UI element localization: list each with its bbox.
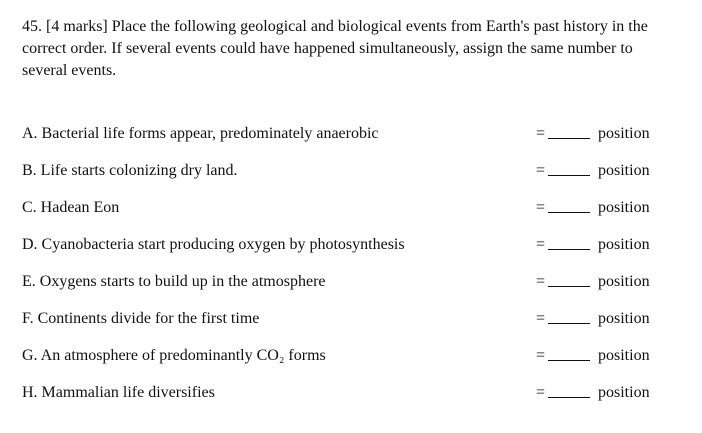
event-label: E. Oxygens starts to build up in the atmosphere [22,273,326,290]
event-label: F. Continents divide for the first time [22,310,260,327]
position-label: position [598,236,650,253]
event-label: C. Hadean Eon [22,199,120,216]
position-blank[interactable] [548,360,590,361]
event-row [22,160,672,182]
position-blank[interactable] [548,212,590,213]
equals-sign: = [536,273,546,290]
event-row [22,197,672,219]
position-blank[interactable] [548,138,590,139]
position-label: position [598,273,650,290]
event-row [22,123,672,145]
position-label: position [598,125,650,142]
position-label: position [598,199,650,216]
event-label: D. Cyanobacteria start producing oxygen by photosynthesis [22,236,405,253]
equals-sign: = [536,347,546,364]
position-blank[interactable] [548,286,590,287]
equals-sign: = [536,162,546,179]
position-blank[interactable] [548,175,590,176]
event-row [22,271,672,293]
event-label: A. Bacterial life forms appear, predominately anaerobic [22,125,379,142]
position-label: position [598,310,650,327]
position-label: position [598,384,650,401]
position-blank[interactable] [548,397,590,398]
event-row [22,382,672,404]
equals-sign: = [536,125,546,142]
event-row [22,308,672,330]
position-blank[interactable] [548,323,590,324]
equals-sign: = [536,384,546,401]
event-label: G. An atmosphere of predominantly CO₂ forms [22,347,326,364]
equals-sign: = [536,199,546,216]
event-row [22,345,672,367]
event-row [22,234,672,256]
event-label: B. Life starts colonizing dry land. [22,162,238,179]
position-blank[interactable] [548,249,590,250]
position-label: position [598,162,650,179]
position-label: position [598,347,650,364]
event-label: H. Mammalian life diversifies [22,384,215,401]
question-text: 45. [4 marks] Place the following geological and biological events from Earth's past history in the correct order. If several events could have happened simultaneously, assign the same number to several events. [22,18,648,79]
equals-sign: = [536,310,546,327]
equals-sign: = [536,236,546,253]
